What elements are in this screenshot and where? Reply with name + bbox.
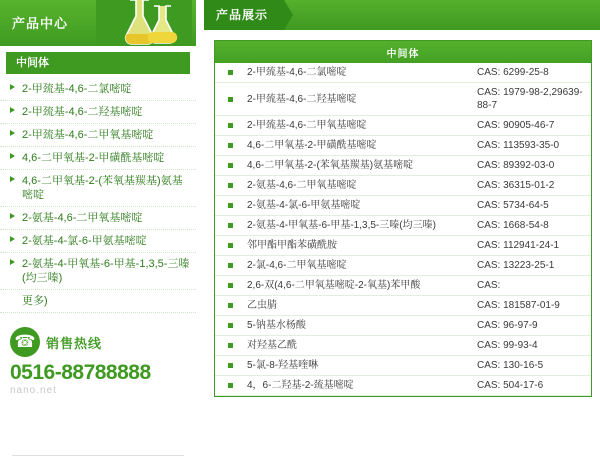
row-bullet xyxy=(215,356,243,376)
table-row[interactable] xyxy=(215,136,591,156)
table-row[interactable] xyxy=(215,276,591,296)
sidebar-item-label: 2-甲巯基-4,6-二羟基嘧啶 xyxy=(22,106,143,118)
product-cas: CAS: 90905-46-7 xyxy=(473,116,591,136)
row-bullet xyxy=(215,296,243,316)
table-row[interactable] xyxy=(215,216,591,236)
left-sidebar xyxy=(0,0,196,400)
sidebar-item-label: 4,6-二甲氧基-2-甲磺酰基嘧啶 xyxy=(22,152,165,164)
square-bullet-icon xyxy=(228,323,233,328)
product-name: 5-氯-8-羟基喹啉 xyxy=(243,356,473,376)
triangle-right-icon xyxy=(10,236,15,242)
triangle-right-icon xyxy=(10,107,15,113)
hotline-label: 销售热线 xyxy=(46,336,103,351)
square-bullet-icon xyxy=(228,203,233,208)
square-bullet-icon xyxy=(228,263,233,268)
tab-product-showcase[interactable]: 产品展示 xyxy=(204,0,284,30)
sidebar-item-label: 2-甲巯基-4,6-二氯嘧啶 xyxy=(22,83,132,95)
phone-icon: ☎ xyxy=(10,327,40,357)
product-name: 2-氨基-4-甲氧基-6-甲基-1,3,5-三嗪(均三嗪) xyxy=(243,216,473,236)
table-row[interactable] xyxy=(215,196,591,216)
product-cas: CAS: 1979-98-2,29639-88-7 xyxy=(473,83,591,116)
sidebar-item-category[interactable] xyxy=(0,207,196,230)
product-name: 4,6-二甲氧基-2-(苯氧基羰基)氨基嘧啶 xyxy=(243,156,473,176)
sidebar-item-category[interactable] xyxy=(0,78,196,101)
product-name: 邻甲酯甲酯苯磺酰胺 xyxy=(243,236,473,256)
product-cas: CAS: 13223-25-1 xyxy=(473,256,591,276)
table-row[interactable] xyxy=(215,176,591,196)
table-row[interactable] xyxy=(215,376,591,396)
product-name: 2-氯-4,6-二甲氧基嘧啶 xyxy=(243,256,473,276)
row-bullet xyxy=(215,136,243,156)
table-row[interactable] xyxy=(215,116,591,136)
sidebar-header xyxy=(0,0,196,46)
product-name: 2-氨基-4-氯-6-甲氨基嘧啶 xyxy=(243,196,473,216)
table-row[interactable] xyxy=(215,83,591,116)
square-bullet-icon xyxy=(228,383,233,388)
sidebar-item-label: 2-氨基-4-甲氧基-6-甲基-1,3,5-三嗪(均三嗪) xyxy=(22,258,190,284)
sidebar-more-link[interactable]: 更多) xyxy=(0,290,196,313)
product-name: 2-甲巯基-4,6-二羟基嘧啶 xyxy=(243,83,473,116)
main-content xyxy=(204,0,600,400)
product-name: 乙虫腈 xyxy=(243,296,473,316)
product-name: 2-氨基-4,6-二甲氧基嘧啶 xyxy=(243,176,473,196)
square-bullet-icon xyxy=(228,243,233,248)
row-bullet xyxy=(215,216,243,236)
row-bullet xyxy=(215,336,243,356)
row-bullet xyxy=(215,376,243,396)
square-bullet-icon xyxy=(228,97,233,102)
table-title: 中间体 xyxy=(215,41,591,63)
product-name: 4,6-二甲氧基-2-甲磺酰基嘧啶 xyxy=(243,136,473,156)
sales-hotline-block xyxy=(6,323,190,415)
triangle-right-icon xyxy=(10,84,15,90)
content-header-bar xyxy=(204,0,600,30)
product-cas: CAS: 112941-24-1 xyxy=(473,236,591,256)
sidebar-item-category[interactable] xyxy=(0,230,196,253)
table-header-row xyxy=(215,41,591,63)
triangle-right-icon xyxy=(10,153,15,159)
table-row[interactable] xyxy=(215,356,591,376)
triangle-right-icon xyxy=(10,213,15,219)
product-cas: CAS: 6299-25-8 xyxy=(473,63,591,83)
sidebar-item-category[interactable] xyxy=(0,147,196,170)
table-row[interactable] xyxy=(215,296,591,316)
row-bullet xyxy=(215,316,243,336)
row-bullet xyxy=(215,83,243,116)
hotline-number: 0516-88788888 xyxy=(10,361,151,384)
sidebar-item-category[interactable] xyxy=(0,253,196,290)
product-cas: CAS: 504-17-6 xyxy=(473,376,591,396)
product-cas: CAS: 1668-54-8 xyxy=(473,216,591,236)
row-bullet xyxy=(215,256,243,276)
table-row[interactable] xyxy=(215,156,591,176)
square-bullet-icon xyxy=(228,163,233,168)
product-cas: CAS: 130-16-5 xyxy=(473,356,591,376)
product-table-container xyxy=(214,40,592,397)
square-bullet-icon xyxy=(228,283,233,288)
product-cas: CAS: 5734-64-5 xyxy=(473,196,591,216)
product-name: 2-甲巯基-4,6-二甲氧基嘧啶 xyxy=(243,116,473,136)
table-row[interactable] xyxy=(215,256,591,276)
sidebar-item-label: 2-氨基-4,6-二甲氧基嘧啶 xyxy=(22,212,143,224)
product-name: 对羟基乙酰 xyxy=(243,336,473,356)
product-table xyxy=(215,41,591,396)
square-bullet-icon xyxy=(228,363,233,368)
row-bullet xyxy=(215,63,243,83)
square-bullet-icon xyxy=(228,343,233,348)
row-bullet xyxy=(215,116,243,136)
triangle-right-icon xyxy=(10,259,15,265)
product-name: 2-甲巯基-4,6-二氯嘧啶 xyxy=(243,63,473,83)
row-bullet xyxy=(215,156,243,176)
triangle-right-icon xyxy=(10,176,15,182)
product-cas: CAS: 181587-01-9 xyxy=(473,296,591,316)
product-cas: CAS: 113593-35-0 xyxy=(473,136,591,156)
flask-illustration-icon xyxy=(96,0,192,46)
product-name: 5-钠基水杨酸 xyxy=(243,316,473,336)
page-title: 产品中心 xyxy=(12,16,69,31)
row-bullet xyxy=(215,196,243,216)
square-bullet-icon xyxy=(228,70,233,75)
table-row[interactable] xyxy=(215,63,591,83)
product-cas: CAS: xyxy=(473,276,591,296)
sidebar-item-label: 4,6-二甲氧基-2-(苯氧基羰基)氨基嘧啶 xyxy=(22,175,183,201)
sidebar-item-category[interactable] xyxy=(0,101,196,124)
square-bullet-icon xyxy=(228,183,233,188)
square-bullet-icon xyxy=(228,123,233,128)
sidebar-item-label: 2-氨基-4-氯-6-甲氨基嘧啶 xyxy=(22,235,147,247)
table-row[interactable] xyxy=(215,336,591,356)
table-body xyxy=(215,63,591,396)
category-header: 中间体 xyxy=(6,52,190,74)
category-list xyxy=(0,74,196,313)
product-cas: CAS: 99-93-4 xyxy=(473,336,591,356)
product-name: 2,6-双(4,6-二甲氧基嘧啶-2-氧基)苯甲酸 xyxy=(243,276,473,296)
product-cas: CAS: 96-97-9 xyxy=(473,316,591,336)
sidebar-item-category[interactable] xyxy=(0,170,196,207)
sidebar-item-category[interactable] xyxy=(0,124,196,147)
product-cas: CAS: 36315-01-2 xyxy=(473,176,591,196)
product-cas: CAS: 89392-03-0 xyxy=(473,156,591,176)
product-name: 4，6-二羟基-2-巯基嘧啶 xyxy=(243,376,473,396)
triangle-right-icon xyxy=(10,130,15,136)
square-bullet-icon xyxy=(228,223,233,228)
sidebar-item-label: 2-甲巯基-4,6-二甲氧基嘧啶 xyxy=(22,129,154,141)
table-row[interactable] xyxy=(215,316,591,336)
square-bullet-icon xyxy=(228,303,233,308)
row-bullet xyxy=(215,236,243,256)
row-bullet xyxy=(215,176,243,196)
square-bullet-icon xyxy=(228,143,233,148)
row-bullet xyxy=(215,276,243,296)
table-row[interactable] xyxy=(215,236,591,256)
watermark-text: nano.net xyxy=(10,385,57,396)
